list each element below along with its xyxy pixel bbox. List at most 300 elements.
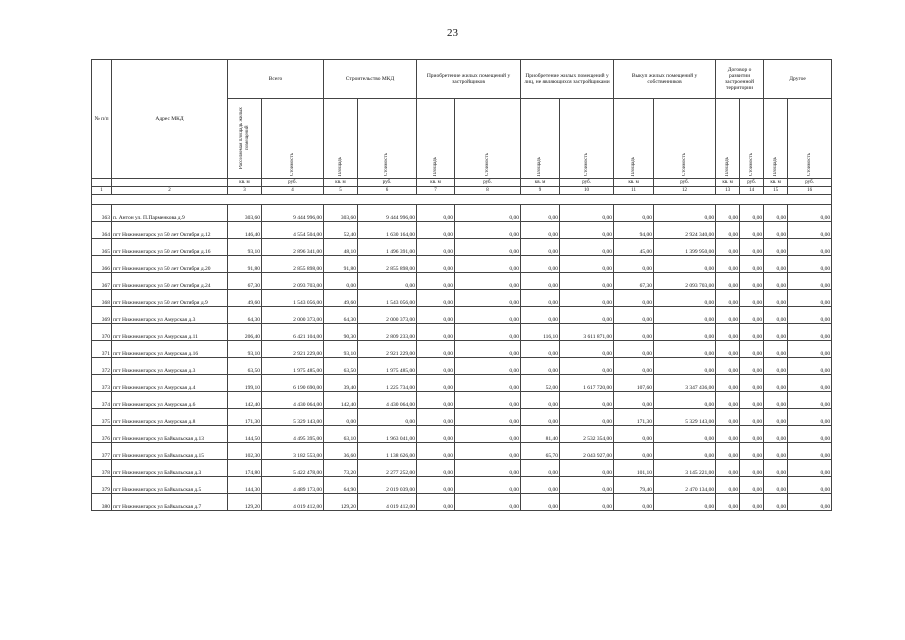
row-value: 2 921 229,00 [262, 341, 324, 358]
row-value: 0,00 [614, 494, 654, 511]
resettlement-table [91, 59, 832, 511]
row-value: 0,00 [716, 392, 740, 409]
row-value: 0,00 [788, 375, 832, 392]
table-row [92, 409, 832, 426]
sub-header-label: Стоимость [289, 152, 295, 176]
table-row [92, 341, 832, 358]
sub-header [228, 99, 262, 179]
row-value: 0,00 [740, 273, 764, 290]
row-value: 0,00 [764, 239, 788, 256]
num-header: № п/п [92, 60, 112, 179]
row-value: 1 543 056,00 [262, 290, 324, 307]
sub-header [788, 99, 832, 179]
row-number: 371 [92, 341, 112, 358]
units-cell [92, 179, 112, 187]
table-row [92, 239, 832, 256]
row-address: пгт Нижнеангарск ул Амурская д.6 [112, 392, 228, 409]
row-value: 0,00 [716, 341, 740, 358]
row-value: 4 019 412,00 [358, 494, 417, 511]
column-number: 8 [455, 187, 521, 195]
row-address: пгт Нижнеангарск ул Амурская д.3 [112, 307, 228, 324]
row-value: 0,00 [417, 239, 455, 256]
row-value: 0,00 [417, 307, 455, 324]
row-value: 0,00 [417, 409, 455, 426]
row-value: 0,00 [740, 205, 764, 222]
row-value: 0,00 [716, 273, 740, 290]
sub-header-label: Площадь [772, 156, 778, 176]
units-cell [112, 179, 228, 187]
row-value: 0,00 [788, 358, 832, 375]
sub-header-label: Площадь [337, 156, 343, 176]
row-value: 4 430 064,00 [262, 392, 324, 409]
row-value: 63,10 [324, 426, 358, 443]
row-value: 101,10 [614, 460, 654, 477]
row-value: 199,10 [228, 375, 262, 392]
row-value: 0,00 [764, 256, 788, 273]
row-value: 0,00 [788, 239, 832, 256]
table-row [92, 375, 832, 392]
row-value: 206,40 [228, 324, 262, 341]
row-address: пгт Нижнеангарск ул Байкальская д.13 [112, 426, 228, 443]
row-value: 2 896 341,00 [262, 239, 324, 256]
row-value: 0,00 [560, 409, 614, 426]
row-value: 0,00 [654, 426, 716, 443]
row-value: 0,00 [614, 443, 654, 460]
row-value: 0,00 [521, 239, 560, 256]
page-number: 23 [447, 27, 458, 39]
row-value: 0,00 [716, 307, 740, 324]
row-address: пгт Нижнеангарск ул Амурская д.4 [112, 375, 228, 392]
row-value: 144,50 [228, 426, 262, 443]
units-cell: кв. м [614, 179, 654, 187]
row-value: 1 617 720,00 [560, 375, 614, 392]
row-value: 0,00 [716, 409, 740, 426]
row-value: 0,00 [764, 324, 788, 341]
row-number: 375 [92, 409, 112, 426]
row-value: 0,00 [455, 443, 521, 460]
sub-header-label: Стоимость [806, 152, 812, 176]
row-value: 0,00 [764, 222, 788, 239]
row-value: 0,00 [455, 494, 521, 511]
row-number: 364 [92, 222, 112, 239]
column-number: 10 [560, 187, 614, 195]
row-value: 0,00 [788, 307, 832, 324]
column-number: 1 [92, 187, 112, 195]
group-header: Приобретение жилых помещений у застройщиков [417, 60, 521, 99]
row-value: 0,00 [654, 392, 716, 409]
row-value: 2 809 233,00 [358, 324, 417, 341]
row-value: 5 329 143,00 [262, 409, 324, 426]
row-value: 1 399 950,00 [654, 239, 716, 256]
row-value: 116,10 [521, 324, 560, 341]
row-value: 0,00 [716, 443, 740, 460]
column-number: 2 [112, 187, 228, 195]
group-header: Выкуп жилых помещений у собственников [614, 60, 716, 99]
row-value: 0,00 [764, 358, 788, 375]
units-cell: руб. [455, 179, 521, 187]
row-value: 9 444 996,00 [262, 205, 324, 222]
group-header-row [92, 60, 832, 99]
sub-header [324, 99, 358, 179]
sub-header [654, 99, 716, 179]
column-number: 9 [521, 187, 560, 195]
row-value: 5 329 143,00 [654, 409, 716, 426]
row-value: 0,00 [455, 409, 521, 426]
row-value: 0,00 [324, 273, 358, 290]
sub-header [455, 99, 521, 179]
row-number: 379 [92, 477, 112, 494]
row-value: 0,00 [455, 426, 521, 443]
row-value: 0,00 [614, 290, 654, 307]
row-value: 0,00 [521, 307, 560, 324]
row-value: 0,00 [764, 375, 788, 392]
sub-header-label: Стоимость [384, 152, 389, 176]
row-value: 171,30 [614, 409, 654, 426]
row-value: 0,00 [560, 307, 614, 324]
column-number: 11 [614, 187, 654, 195]
table-row [92, 358, 832, 375]
row-value: 0,00 [455, 324, 521, 341]
row-value: 0,00 [521, 460, 560, 477]
row-value: 0,00 [740, 307, 764, 324]
row-value: 303,60 [324, 205, 358, 222]
row-value: 0,00 [521, 205, 560, 222]
row-value: 36,60 [324, 443, 358, 460]
row-value: 0,00 [455, 273, 521, 290]
row-value: 0,00 [560, 239, 614, 256]
row-value: 0,00 [417, 324, 455, 341]
sub-header-label: Расселяемая площадь жилых помещений [238, 107, 250, 169]
units-cell: кв. м [324, 179, 358, 187]
row-value: 0,00 [788, 443, 832, 460]
table-row [92, 273, 832, 290]
row-value: 79,40 [614, 477, 654, 494]
row-value: 0,00 [788, 324, 832, 341]
sub-header-label: Стоимость [681, 152, 687, 176]
row-value: 0,00 [560, 477, 614, 494]
column-number: 6 [358, 187, 417, 195]
row-address: пгт Нижнеангарск ул Амурская д.8 [112, 409, 228, 426]
row-value: 4 489 173,00 [262, 477, 324, 494]
row-value: 0,00 [455, 392, 521, 409]
row-value: 3 611 871,00 [560, 324, 614, 341]
row-value: 1 963 041,00 [358, 426, 417, 443]
row-value: 0,00 [521, 222, 560, 239]
row-value: 0,00 [764, 205, 788, 222]
row-address: пгт Нижнеангарск ул Амурская д.16 [112, 341, 228, 358]
sub-header [614, 99, 654, 179]
column-number: 12 [654, 187, 716, 195]
row-value: 0,00 [521, 341, 560, 358]
units-cell: кв. м [716, 179, 740, 187]
row-value: 0,00 [417, 443, 455, 460]
row-value: 0,00 [455, 477, 521, 494]
row-value: 0,00 [788, 273, 832, 290]
sub-header-label: Площадь [432, 156, 438, 176]
row-value: 0,00 [614, 358, 654, 375]
row-value: 0,00 [764, 494, 788, 511]
row-value: 0,00 [455, 341, 521, 358]
group-header: Приобретение жилых помещений у лиц, не являющихся застройщиками [521, 60, 614, 99]
row-value: 0,00 [740, 443, 764, 460]
units-cell: руб. [262, 179, 324, 187]
row-value: 39,40 [324, 375, 358, 392]
row-address: пгт Нижнеангарск ул Амурская д.11 [112, 324, 228, 341]
sub-header [740, 99, 764, 179]
row-value: 0,00 [764, 392, 788, 409]
group-header: Строительство МКД [324, 60, 417, 99]
row-value: 146,40 [228, 222, 262, 239]
units-cell: кв. м [764, 179, 788, 187]
row-value: 1 975 485,00 [358, 358, 417, 375]
row-value: 49,60 [228, 290, 262, 307]
sub-header [764, 99, 788, 179]
row-value: 64,30 [228, 307, 262, 324]
row-value: 0,00 [716, 460, 740, 477]
row-number: 374 [92, 392, 112, 409]
row-number: 377 [92, 443, 112, 460]
sub-header [262, 99, 324, 179]
row-number: 378 [92, 460, 112, 477]
row-value: 91,80 [228, 256, 262, 273]
row-value: 0,00 [560, 358, 614, 375]
row-value: 63,50 [324, 358, 358, 375]
row-value: 2 855 898,00 [358, 256, 417, 273]
row-value: 0,00 [560, 222, 614, 239]
row-value: 0,00 [324, 409, 358, 426]
row-value: 0,00 [417, 256, 455, 273]
row-value: 0,00 [654, 341, 716, 358]
row-number: 368 [92, 290, 112, 307]
group-header: Другое [764, 60, 832, 99]
row-value: 0,00 [455, 460, 521, 477]
row-address: пгт Нижнеангарск ул Байкальская д.5 [112, 477, 228, 494]
address-header: Адрес МКД [112, 60, 228, 179]
group-header: Договор о развитии застроенной территории [716, 60, 764, 99]
row-value: 0,00 [654, 494, 716, 511]
row-value: 0,00 [716, 222, 740, 239]
row-value: 0,00 [764, 409, 788, 426]
row-value: 0,00 [614, 307, 654, 324]
table-row [92, 443, 832, 460]
row-number: 373 [92, 375, 112, 392]
sub-header [358, 99, 417, 179]
row-value: 142,40 [228, 392, 262, 409]
row-address: пгт Нижнеангарск ул Байкальская д.15 [112, 443, 228, 460]
row-value: 0,00 [417, 341, 455, 358]
table-row [92, 426, 832, 443]
row-value: 0,00 [764, 426, 788, 443]
table-row [92, 494, 832, 511]
row-value: 52,40 [324, 222, 358, 239]
row-value: 4 430 064,00 [358, 392, 417, 409]
row-address: пгт Нижнеангарск ул 50 лет Октября д.20 [112, 256, 228, 273]
table-body [92, 205, 832, 511]
row-number: 369 [92, 307, 112, 324]
row-value: 0,00 [654, 290, 716, 307]
row-value: 0,00 [358, 409, 417, 426]
row-value: 2 019 039,00 [358, 477, 417, 494]
row-number: 366 [92, 256, 112, 273]
row-value: 0,00 [417, 460, 455, 477]
row-value: 0,00 [788, 460, 832, 477]
table-row [92, 307, 832, 324]
row-value: 0,00 [740, 290, 764, 307]
row-value: 0,00 [417, 358, 455, 375]
row-value: 67,30 [614, 273, 654, 290]
row-address: пгт Нижнеангарск ул 50 лет Октября д.24 [112, 273, 228, 290]
row-value: 0,00 [740, 341, 764, 358]
row-value: 0,00 [455, 256, 521, 273]
row-value: 0,00 [614, 324, 654, 341]
row-value: 142,40 [324, 392, 358, 409]
row-value: 129,20 [324, 494, 358, 511]
row-value: 0,00 [560, 256, 614, 273]
row-value: 0,00 [455, 358, 521, 375]
column-number: 13 [716, 187, 740, 195]
row-value: 102,30 [228, 443, 262, 460]
row-value: 0,00 [614, 256, 654, 273]
row-value: 0,00 [740, 256, 764, 273]
row-value: 144,30 [228, 477, 262, 494]
row-value: 0,00 [521, 477, 560, 494]
row-value: 0,00 [716, 494, 740, 511]
row-value: 1 975 485,00 [262, 358, 324, 375]
row-value: 2 000 373,00 [358, 307, 417, 324]
row-address: пгт Нижнеангарск ул Амурская д.3 [112, 358, 228, 375]
row-value: 0,00 [654, 256, 716, 273]
row-value: 0,00 [788, 290, 832, 307]
row-value: 2 093 703,00 [654, 273, 716, 290]
table-row [92, 256, 832, 273]
row-address: пгт Нижнеангарск ул Байкальская д.3 [112, 460, 228, 477]
row-value: 0,00 [560, 460, 614, 477]
row-value: 0,00 [417, 392, 455, 409]
row-value: 0,00 [560, 392, 614, 409]
row-value: 0,00 [654, 307, 716, 324]
row-value: 0,00 [788, 341, 832, 358]
sub-header-label: Площадь [630, 156, 636, 176]
column-number: 7 [417, 187, 455, 195]
row-value: 3 182 553,00 [262, 443, 324, 460]
sub-header-label: Стоимость [583, 152, 589, 176]
row-value: 0,00 [716, 477, 740, 494]
row-value: 4 554 504,00 [262, 222, 324, 239]
row-value: 0,00 [764, 477, 788, 494]
row-value: 0,00 [764, 443, 788, 460]
sub-header-label: Стоимость [484, 152, 490, 176]
row-value: 0,00 [455, 375, 521, 392]
row-value: 0,00 [764, 307, 788, 324]
row-value: 0,00 [560, 290, 614, 307]
row-value: 0,00 [740, 477, 764, 494]
row-value: 2 000 373,00 [262, 307, 324, 324]
row-value: 0,00 [716, 239, 740, 256]
row-value: 0,00 [716, 205, 740, 222]
row-value: 0,00 [417, 426, 455, 443]
row-value: 0,00 [417, 477, 455, 494]
row-value: 0,00 [417, 290, 455, 307]
row-value: 0,00 [716, 324, 740, 341]
row-value: 1 496 391,00 [358, 239, 417, 256]
column-number-row [92, 187, 832, 195]
table-row [92, 205, 832, 222]
row-number: 380 [92, 494, 112, 511]
row-value: 0,00 [788, 392, 832, 409]
row-value: 0,00 [654, 443, 716, 460]
units-row [92, 179, 832, 187]
row-number: 376 [92, 426, 112, 443]
row-value: 0,00 [740, 375, 764, 392]
row-value: 6 421 104,00 [262, 324, 324, 341]
row-value: 2 043 927,00 [560, 443, 614, 460]
row-value: 0,00 [560, 205, 614, 222]
row-value: 0,00 [614, 392, 654, 409]
row-value: 0,00 [788, 426, 832, 443]
row-value: 65,70 [521, 443, 560, 460]
sub-header-label: Стоимость [748, 152, 754, 176]
units-cell: кв. м [228, 179, 262, 187]
row-value: 0,00 [764, 273, 788, 290]
row-value: 0,00 [788, 494, 832, 511]
row-value: 73,20 [324, 460, 358, 477]
row-value: 0,00 [740, 494, 764, 511]
column-number: 15 [764, 187, 788, 195]
row-address: п. Антон ул. П.Парменкова д.9 [112, 205, 228, 222]
row-value: 0,00 [521, 256, 560, 273]
row-value: 3 347 436,00 [654, 375, 716, 392]
row-value: 107,60 [614, 375, 654, 392]
row-value: 3 145 221,00 [654, 460, 716, 477]
row-value: 0,00 [716, 256, 740, 273]
row-number: 370 [92, 324, 112, 341]
row-value: 0,00 [788, 477, 832, 494]
row-value: 1 225 734,00 [358, 375, 417, 392]
row-value: 129,20 [228, 494, 262, 511]
row-value: 0,00 [654, 358, 716, 375]
table-row [92, 290, 832, 307]
table-row [92, 222, 832, 239]
row-value: 0,00 [740, 460, 764, 477]
row-value: 0,00 [521, 290, 560, 307]
row-value: 91,80 [324, 256, 358, 273]
row-number: 367 [92, 273, 112, 290]
row-value: 64,90 [324, 477, 358, 494]
units-cell: кв. м [417, 179, 455, 187]
table-row [92, 324, 832, 341]
column-number: 5 [324, 187, 358, 195]
row-value: 1 543 056,00 [358, 290, 417, 307]
row-value: 45,00 [614, 239, 654, 256]
units-cell: руб. [560, 179, 614, 187]
row-value: 0,00 [455, 222, 521, 239]
row-value: 93,10 [228, 341, 262, 358]
row-value: 0,00 [788, 409, 832, 426]
row-value: 171,30 [228, 409, 262, 426]
row-value: 0,00 [560, 494, 614, 511]
sub-header [560, 99, 614, 179]
row-value: 4 019 412,00 [262, 494, 324, 511]
column-number: 3 [228, 187, 262, 195]
row-value: 0,00 [614, 426, 654, 443]
row-value: 0,00 [740, 409, 764, 426]
row-value: 0,00 [740, 239, 764, 256]
row-value: 0,00 [764, 341, 788, 358]
row-value: 0,00 [417, 375, 455, 392]
sub-header [716, 99, 740, 179]
row-value: 0,00 [521, 409, 560, 426]
row-value: 49,60 [324, 290, 358, 307]
